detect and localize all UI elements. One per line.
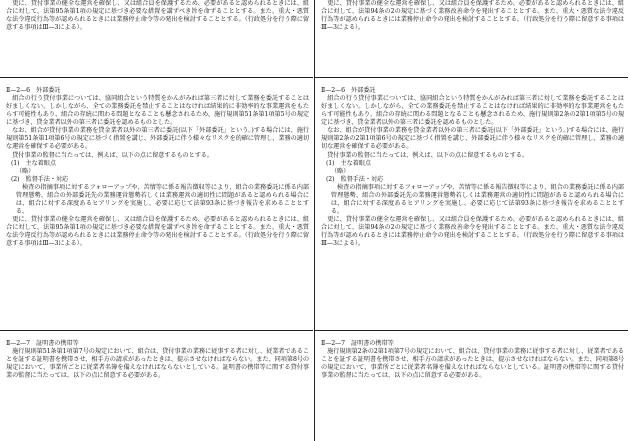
left-cell-divider-1	[0, 77, 313, 78]
right-s1-paragraph-1: 組合の行う貸付事業については、協同組合という特質をかんがみれば第三者に対して業務を委託することは好ましくない。しかしながら、全ての業務委託を禁止することはなければ結果的に非効率的な事業運営をもたらす可能性もあり、組合の存続に関わる問題となることも懸念されるため、施行規則第2条の2第1項第5号の規定に基づき、貸金業者以外の第三者に委託を認めるものとした。	[321, 95, 624, 127]
right-s1-item-2: (2) 監督手法・対応	[325, 175, 384, 183]
right-s1-item-1: (1) 主な着眼点	[325, 159, 371, 167]
left-s1-item-2-body: 検査の指摘事項に対するフォローアップや、苦情等に係る報告徴収等により、組合の業務委託に係る内部管理態勢、組合の外部委託先の業務運営態勢若しくは業務運営の適切性に問題があると認められる場合には、組合に対する深度あるヒアリングを実施し、必要に応じて法第93条に基づき報告を求めることとする。	[15, 183, 309, 215]
left-s1-item-2: (2) 監督手法・対応	[10, 175, 69, 183]
left-cell-divider-2	[0, 330, 313, 331]
left-column-current-text	[0, 0, 313, 441]
right-s2-paragraph-1: 施行規則第2条の2第1項第7号の規定において、組合は、貸付事業の業務に従事する者に対し、従業者であることを証する証明書を携帯させ、相手方の請求があったときは、提示させなければならない。また、同項第8号の規定において、事業所ごとに従業者名簿を備えなければならないとしている。証明書の携帯等に関する貸付事業の監督に当たっては、以下の点に留意する必要がある。	[321, 348, 624, 380]
right-cell-section-2-2-6	[315, 80, 628, 328]
right-cell-divider-2	[315, 330, 628, 331]
left-s1-paragraph-1: 組合の行う貸付事業については、協同組合という特質をかんがみれば第三者に対して業務を委託することは好ましくない。しかしながら、全ての業務委託を禁止することはなければ結果的に非効率的な事業運営をもたらす可能性もあり、組合の存続に関わる問題となることも懸念されるため、施行規則第51条第1項第5号の規定に基づき、貸金業者以外の第三者に委託を認めるものとした。	[6, 95, 309, 127]
left-s1-paragraph-4: 更に、貸付事業の健全な運営を確保し、又は組合員を保護するため、必要があると認められるときには、組合に対して、法第95条第1項の規定に基づき必要な措置を講ずべき旨を命ずることとする。また、重大・悪質な法令違反行為等が認められるときには業務停止命令等の発出を検討することとする。（行政処分を行う際に留意する事項はⅢ—3による）。	[6, 216, 309, 248]
left-section-heading-2-2-7: Ⅱ—2—7 証明書の携帯等	[6, 340, 79, 347]
right-s1-paragraph-2: なお、組合が貸付事業の業務を貸金業者以外の第三者に委託(以下「外部委託」という。)する場合には、施行規則第2条の2第1項第6号の規定に基づく措置を講じ、外部委託に伴う様々なリスクを的確に管理し、業務の適切な運営を確保する必要がある。	[321, 127, 624, 151]
right-s1-paragraph-4: 更に、貸付事業の健全な運営を確保し、又は組合員を保護するため、必要があると認められるときには、組合に対して、法第94条の2の規定に基づく業務改善命令を発出することとする。また、重大・悪質な法令違反行為等が認められるときには業務停止命令の発出を検討することとする。（行政処分を行う際に留意する事項はⅢ—3による）。	[321, 216, 624, 248]
left-top-paragraph: 更に、貸付事業の健全な運営を確保し、又は組合員を保護するため、必要があると認められるときには、組合に対して、法第95条第1項の規定に基づき必要な措置を講ずべき旨を命ずることとする。また、重大・悪質な法令違反行為等が認められるときには業務停止命令等の発出を検討することとする。（行政処分を行う際に留意する事項はⅢ—3による）。	[6, 0, 309, 32]
right-top-paragraph: 更に、貸付事業の健全な運営を確保し、又は組合員を保護するため、必要があると認められるときには、組合に対して、法第94条の2の規定に基づく業務改善命令を発出することとする。また、重大・悪質な法令違反行為等が認められるときには業務停止命令の発出を検討することとする。（行政処分を行う際に留意する事項はⅢ—3による）。	[321, 0, 624, 32]
left-s1-paragraph-2: なお、組合が貸付事業の業務を貸金業者以外の第三者に委託(以下「外部委託」という。)する場合には、施行規則第51条第1項第6号の規定に基づく措置を講じ、外部委託に伴う様々なリスクを的確に管理し、業務の適切な運営を確保する必要がある。	[6, 127, 309, 151]
right-cell-top	[315, 0, 628, 75]
left-cell-section-2-2-7	[0, 333, 313, 380]
right-section-heading-2-2-7: Ⅱ—2—7 証明書の携帯等	[321, 340, 394, 347]
right-s1-paragraph-3: 貸付事業の監督に当たっては、例えば、以下の点に留意するものとする。	[321, 151, 528, 159]
left-s1-paragraph-3: 貸付事業の監督に当たっては、例えば、以下の点に留意するものとする。	[6, 151, 213, 159]
left-cell-section-2-2-6	[0, 80, 313, 328]
right-cell-divider-1	[315, 77, 628, 78]
right-column-previous-text	[315, 0, 628, 441]
right-s1-item-1-body: （略）	[330, 167, 350, 175]
left-section-heading-2-2-6: Ⅱ—2—6 外部委託	[6, 87, 61, 94]
right-section-heading-2-2-6: Ⅱ—2—6 外部委託	[321, 87, 376, 94]
left-cell-top	[0, 0, 313, 75]
left-s2-paragraph-1: 施行規則第51条第1項第7号の規定において、組合は、貸付事業の業務に従事する者に対し、従業者であることを証する証明書を携帯させ、相手方の請求があったときは、提示させなければならない。また、同項第8号の規定において、事業所ごとに従業者名簿を備えなければならないとしている。証明書の携帯等に関する貸付事業の監督に当たっては、以下の点に留意する必要がある。	[6, 348, 309, 380]
right-s1-item-2-body: 検査の指摘事項に対するフォローアップや、苦情等に係る報告徴収等により、組合の業務委託に係る内部管理態勢、組合の外部委託先の業務運営態勢若しくは業務運営の適切性に問題があると認められる場合には、組合に対する深度あるヒアリングを実施し、必要に応じて法第93条に基づき報告を求めることとする。	[330, 183, 624, 215]
left-s1-item-1: (1) 主な着眼点	[10, 159, 56, 167]
left-s1-item-1-body: （略）	[15, 167, 35, 175]
right-cell-section-2-2-7	[315, 333, 628, 380]
